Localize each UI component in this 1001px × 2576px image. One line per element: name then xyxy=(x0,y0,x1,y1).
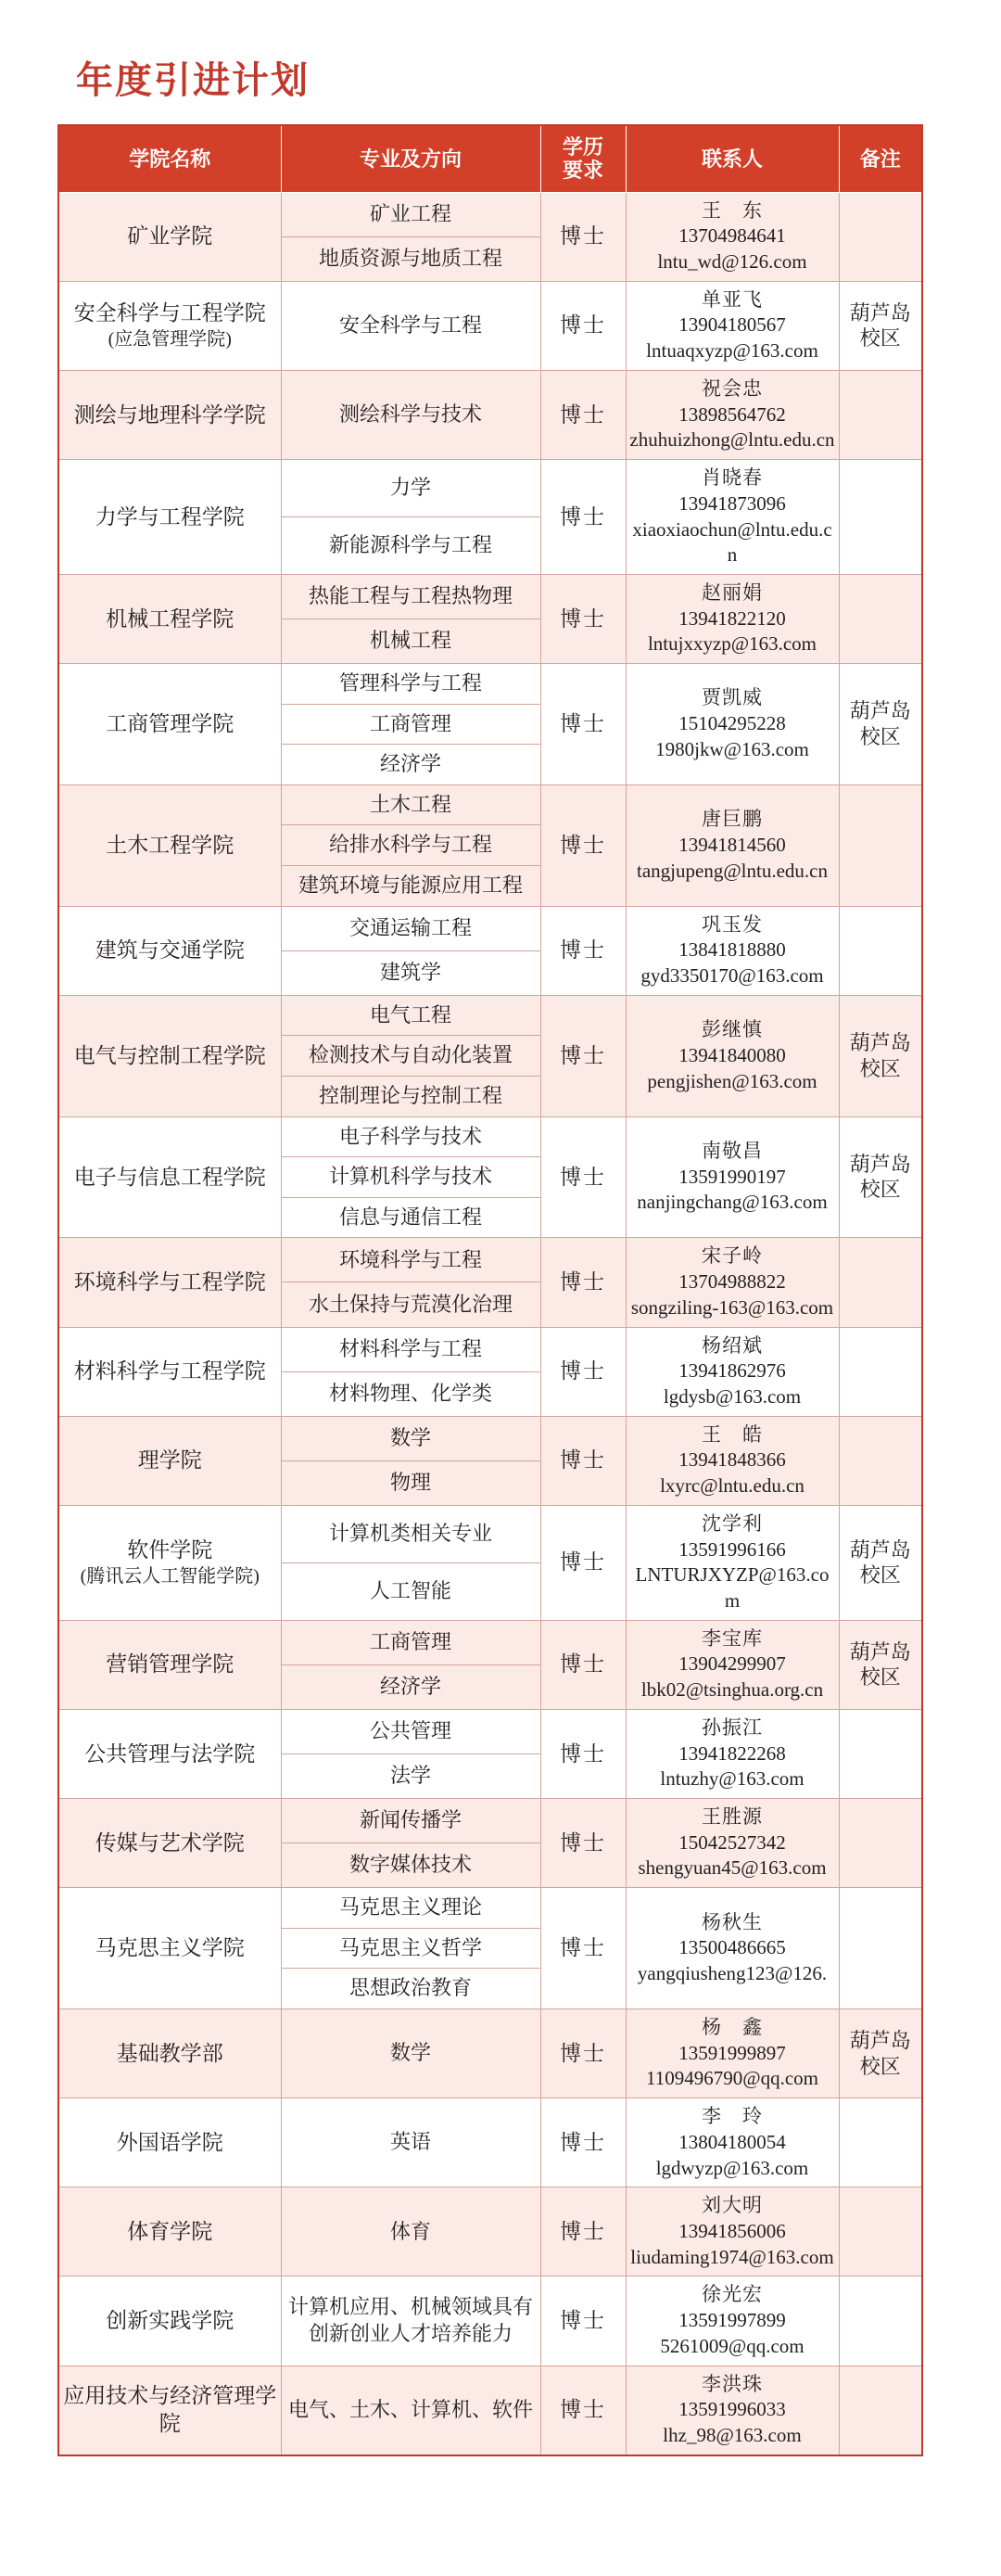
contact-name: 李洪珠 xyxy=(702,2372,763,2395)
contact-email: lntuzhy@163.com xyxy=(660,1767,805,1791)
header-degree xyxy=(540,125,626,192)
cell-degree: 博士 xyxy=(540,2366,626,2455)
cell-degree: 博士 xyxy=(540,2276,626,2366)
contact-name: 王 东 xyxy=(702,198,763,222)
cell-major: 物理 xyxy=(281,1460,540,1505)
college-name: 理学院 xyxy=(137,1448,202,1473)
cell-major: 数学 xyxy=(281,2009,540,2098)
table-row xyxy=(58,1799,922,1843)
contact-phone: 13591999897 xyxy=(678,2041,786,2064)
college-name: 机械工程学院 xyxy=(106,606,234,631)
college-name: 测绘与地理科学学院 xyxy=(73,402,266,427)
cell-major: 交通运输工程 xyxy=(281,906,540,950)
cell-college xyxy=(58,664,281,785)
cell-degree: 博士 xyxy=(540,784,626,906)
cell-major: 环境科学与工程 xyxy=(281,1238,540,1282)
table-row xyxy=(58,1238,922,1282)
cell-major: 土木工程 xyxy=(281,784,540,825)
cell-degree: 博士 xyxy=(540,2187,626,2276)
table-row xyxy=(58,1327,922,1371)
contact-phone: 13941822120 xyxy=(678,606,786,630)
college-name: 应用技术与经济管理学院 xyxy=(63,2384,277,2436)
contact-name: 沈学利 xyxy=(702,1511,763,1535)
contact-email: lntuaqxyzp@163.com xyxy=(646,339,818,363)
cell-degree: 博士 xyxy=(540,1327,626,1416)
cell-major: 马克思主义哲学 xyxy=(281,1928,540,1969)
cell-contact xyxy=(626,2098,839,2187)
cell-major: 地质资源与地质工程 xyxy=(281,236,540,281)
contact-name: 赵丽娟 xyxy=(702,580,763,604)
cell-college xyxy=(58,1416,281,1505)
cell-degree: 博士 xyxy=(540,1238,626,1327)
cell-college xyxy=(58,460,281,575)
contact-email: liudaming1974@163.com xyxy=(630,2245,834,2268)
recruitment-plan-table xyxy=(57,124,923,2456)
college-name: 环境科学与工程学院 xyxy=(73,1270,266,1294)
contact-email: pengjishen@163.com xyxy=(647,1069,817,1092)
table-row xyxy=(58,1888,922,1929)
table-body xyxy=(58,192,922,2455)
cell-college xyxy=(58,2366,281,2455)
cell-major: 电气、土木、计算机、软件 xyxy=(281,2366,540,2455)
cell-note: 葫芦岛校区 xyxy=(839,995,922,1116)
table-row xyxy=(58,1620,922,1664)
contact-name: 肖晓春 xyxy=(702,466,763,490)
cell-college xyxy=(58,995,281,1116)
table-row xyxy=(58,2009,922,2098)
cell-note xyxy=(839,574,922,663)
contact-email: yangqiusheng123@126. xyxy=(637,1961,828,1984)
college-subname: (腾讯云人工智能学院) xyxy=(80,1566,260,1588)
cell-major: 经济学 xyxy=(281,745,540,785)
cell-degree: 博士 xyxy=(540,192,626,281)
contact-email: 1109496790@qq.com xyxy=(646,2067,818,2090)
cell-major: 体育 xyxy=(281,2187,540,2276)
contact-name: 杨绍斌 xyxy=(702,1333,763,1357)
contact-name: 王 皓 xyxy=(702,1422,763,1446)
contact-name: 徐光宏 xyxy=(702,2283,763,2306)
contact-phone: 13941840080 xyxy=(678,1043,786,1066)
table-row xyxy=(58,995,922,1036)
cell-contact xyxy=(626,1799,839,1888)
cell-major: 给排水科学与工程 xyxy=(281,825,540,866)
college-name: 矿业学院 xyxy=(127,224,213,249)
contact-name: 唐巨鹏 xyxy=(702,808,763,831)
cell-contact xyxy=(626,574,839,663)
contact-email: lgdysb@163.com xyxy=(663,1384,802,1408)
table-row xyxy=(58,460,922,517)
contact-email: 5261009@qq.com xyxy=(660,2334,805,2357)
college-name: 土木工程学院 xyxy=(106,833,234,857)
contact-name: 南敬昌 xyxy=(702,1139,763,1162)
cell-major: 建筑学 xyxy=(281,950,540,995)
college-name: 外国语学院 xyxy=(116,2130,223,2154)
contact-name: 单亚飞 xyxy=(702,287,763,311)
table-row xyxy=(58,664,922,705)
cell-college xyxy=(58,784,281,906)
cell-note xyxy=(839,1888,922,2009)
contact-phone: 13941873096 xyxy=(678,491,786,515)
contact-phone: 13898564762 xyxy=(678,402,786,426)
cell-degree: 博士 xyxy=(540,1505,626,1620)
contact-phone: 13841818880 xyxy=(678,938,786,962)
cell-note xyxy=(839,1238,922,1327)
college-name: 力学与工程学院 xyxy=(95,504,245,529)
cell-contact xyxy=(626,1416,839,1505)
contact-name: 李 玲 xyxy=(702,2105,763,2128)
contact-email: lxyrc@lntu.edu.cn xyxy=(660,1474,805,1498)
table-row xyxy=(58,2276,922,2366)
contact-name: 李宝库 xyxy=(702,1626,763,1650)
cell-note xyxy=(839,192,922,281)
cell-degree: 博士 xyxy=(540,2009,626,2098)
contact-name: 刘大明 xyxy=(702,2194,763,2217)
cell-degree: 博士 xyxy=(540,281,626,370)
college-name: 建筑与交通学院 xyxy=(95,938,245,963)
cell-contact xyxy=(626,1620,839,1709)
contact-phone: 13904180567 xyxy=(678,313,786,337)
cell-major: 思想政治教育 xyxy=(281,1969,540,2009)
cell-note: 葫芦岛校区 xyxy=(839,664,922,785)
cell-degree: 博士 xyxy=(540,370,626,459)
cell-contact xyxy=(626,370,839,459)
cell-college xyxy=(58,192,281,281)
contact-email: shengyuan45@163.com xyxy=(638,1856,827,1880)
cell-major: 电子科学与技术 xyxy=(281,1116,540,1157)
cell-college xyxy=(58,370,281,459)
cell-major: 计算机应用、机械领域具有创新创业人才培养能力 xyxy=(281,2276,540,2366)
table-row xyxy=(58,2366,922,2455)
contact-email: nanjingchang@163.com xyxy=(637,1191,828,1214)
page-title: 年度引进计划 xyxy=(76,60,310,101)
cell-college xyxy=(58,1505,281,1620)
cell-note xyxy=(839,370,922,459)
cell-major: 数字媒体技术 xyxy=(281,1843,540,1888)
table-row xyxy=(58,1505,922,1562)
contact-phone: 15104295228 xyxy=(678,712,786,735)
cell-major: 信息与通信工程 xyxy=(281,1197,540,1238)
college-name: 软件学院 xyxy=(127,1538,213,1562)
contact-email: lbk02@tsinghua.org.cn xyxy=(640,1678,824,1702)
contact-phone: 13704984641 xyxy=(678,224,786,248)
college-name: 体育学院 xyxy=(127,2219,213,2243)
table-row xyxy=(58,1416,922,1460)
cell-note: 葫芦岛校区 xyxy=(839,1116,922,1238)
cell-note xyxy=(839,784,922,906)
contact-name: 宋子岭 xyxy=(702,1244,763,1268)
cell-major: 材料科学与工程 xyxy=(281,1327,540,1371)
cell-degree: 博士 xyxy=(540,1116,626,1238)
cell-college xyxy=(58,2276,281,2366)
cell-degree: 博士 xyxy=(540,1416,626,1505)
cell-college xyxy=(58,1327,281,1416)
cell-college xyxy=(58,574,281,663)
contact-phone: 13941856006 xyxy=(678,2220,786,2242)
cell-major: 公共管理 xyxy=(281,1709,540,1753)
contact-phone: 15042527342 xyxy=(678,1830,786,1854)
cell-college xyxy=(58,2187,281,2276)
cell-note xyxy=(839,1709,922,1798)
cell-major: 机械工程 xyxy=(281,619,540,664)
cell-note xyxy=(839,1327,922,1416)
cell-degree: 博士 xyxy=(540,574,626,663)
header-note: 备注 xyxy=(839,125,922,192)
cell-college xyxy=(58,1116,281,1238)
contact-email: lntujxxyzp@163.com xyxy=(647,632,817,656)
contact-email: LNTURJXYZP@163.com xyxy=(635,1563,830,1612)
college-name: 马克思主义学院 xyxy=(95,1936,245,1960)
cell-college xyxy=(58,1799,281,1888)
cell-major: 新闻传播学 xyxy=(281,1799,540,1843)
contact-phone: 13941862976 xyxy=(678,1359,786,1383)
contact-phone: 13941848366 xyxy=(678,1448,786,1472)
contact-email: zhuhuizhong@lntu.edu.cn xyxy=(629,428,835,452)
cell-contact xyxy=(626,460,839,575)
cell-contact xyxy=(626,2187,839,2276)
header-college: 学院名称 xyxy=(58,125,281,192)
contact-name: 杨 鑫 xyxy=(702,2015,763,2038)
contact-phone: 13500486665 xyxy=(678,1936,786,1959)
cell-college xyxy=(58,1888,281,2009)
cell-major: 安全科学与工程 xyxy=(281,281,540,370)
table-row xyxy=(58,784,922,825)
cell-note xyxy=(839,2098,922,2187)
cell-contact xyxy=(626,192,839,281)
cell-degree: 博士 xyxy=(540,2098,626,2187)
cell-degree: 博士 xyxy=(540,460,626,575)
college-name: 创新实践学院 xyxy=(106,2309,234,2333)
header-contact: 联系人 xyxy=(626,125,839,192)
cell-college xyxy=(58,1238,281,1327)
cell-note: 葫芦岛校区 xyxy=(839,1620,922,1709)
cell-note: 葫芦岛校区 xyxy=(839,1505,922,1620)
table-row xyxy=(58,370,922,459)
contact-email: tangjupeng@lntu.edu.cn xyxy=(637,859,828,882)
contact-email: 1980jkw@163.com xyxy=(655,737,809,760)
table-row xyxy=(58,1116,922,1157)
cell-major: 计算机科学与技术 xyxy=(281,1157,540,1198)
contact-email: lgdwyzp@163.com xyxy=(655,2156,809,2179)
cell-major: 人工智能 xyxy=(281,1562,540,1620)
header-degree-line1: 学历 xyxy=(562,135,603,159)
contact-phone: 13591996166 xyxy=(678,1537,786,1561)
cell-contact xyxy=(626,1116,839,1238)
contact-name: 王胜源 xyxy=(702,1805,763,1829)
table-row xyxy=(58,2187,922,2276)
college-name: 工商管理学院 xyxy=(106,712,234,736)
college-name: 基础教学部 xyxy=(116,2041,223,2065)
contact-phone: 13591997899 xyxy=(678,2309,786,2332)
cell-contact xyxy=(626,281,839,370)
cell-major: 建筑环境与能源应用工程 xyxy=(281,866,540,907)
cell-note xyxy=(839,2366,922,2455)
contact-phone: 13904299907 xyxy=(678,1652,786,1676)
contact-phone: 13804180054 xyxy=(678,2130,786,2153)
cell-major: 英语 xyxy=(281,2098,540,2187)
cell-contact xyxy=(626,664,839,785)
header-major: 专业及方向 xyxy=(281,125,540,192)
contact-name: 彭继慎 xyxy=(702,1018,763,1041)
contact-phone: 13704988822 xyxy=(678,1270,786,1294)
cell-college xyxy=(58,1709,281,1798)
college-name: 电气与控制工程学院 xyxy=(73,1043,266,1067)
cell-major: 管理科学与工程 xyxy=(281,664,540,705)
college-name: 公共管理与法学院 xyxy=(84,1741,256,1766)
cell-major: 控制理论与控制工程 xyxy=(281,1077,540,1117)
cell-note xyxy=(839,906,922,995)
cell-major: 力学 xyxy=(281,460,540,517)
cell-contact xyxy=(626,1888,839,2009)
cell-major: 法学 xyxy=(281,1753,540,1798)
cell-college xyxy=(58,2009,281,2098)
college-name: 电子与信息工程学院 xyxy=(73,1165,266,1189)
cell-degree: 博士 xyxy=(540,664,626,785)
cell-major: 经济学 xyxy=(281,1664,540,1709)
college-name: 营销管理学院 xyxy=(106,1652,234,1677)
college-name: 材料科学与工程学院 xyxy=(73,1359,266,1384)
cell-major: 计算机类相关专业 xyxy=(281,1505,540,1562)
cell-major: 电气工程 xyxy=(281,995,540,1036)
cell-major: 新能源科学与工程 xyxy=(281,517,540,575)
cell-note: 葫芦岛校区 xyxy=(839,281,922,370)
header-degree-line2: 要求 xyxy=(562,159,603,183)
cell-major: 矿业工程 xyxy=(281,192,540,236)
cell-college xyxy=(58,906,281,995)
cell-college xyxy=(58,2098,281,2187)
cell-major: 水土保持与荒漠化治理 xyxy=(281,1282,540,1327)
cell-major: 工商管理 xyxy=(281,1620,540,1664)
contact-email: lhz_98@163.com xyxy=(663,2424,802,2447)
cell-major: 马克思主义理论 xyxy=(281,1888,540,1929)
contact-name: 贾凯威 xyxy=(702,686,763,709)
contact-phone: 13941822268 xyxy=(678,1741,786,1765)
contact-email: songziling-163@163.com xyxy=(630,1295,834,1319)
cell-note xyxy=(839,2187,922,2276)
cell-note xyxy=(839,2276,922,2366)
table-row xyxy=(58,1709,922,1753)
contact-name: 杨秋生 xyxy=(702,1910,763,1933)
cell-degree: 博士 xyxy=(540,1709,626,1798)
cell-major: 热能工程与工程热物理 xyxy=(281,574,540,618)
cell-contact xyxy=(626,2276,839,2366)
contact-email: lntu_wd@126.com xyxy=(657,250,807,274)
table-row xyxy=(58,906,922,950)
table-row xyxy=(58,192,922,236)
cell-degree: 博士 xyxy=(540,995,626,1116)
table-header xyxy=(58,125,922,192)
table-row xyxy=(58,2098,922,2187)
header-row xyxy=(58,125,922,192)
cell-contact xyxy=(626,1238,839,1327)
cell-contact xyxy=(626,995,839,1116)
cell-note xyxy=(839,1416,922,1505)
contact-name: 祝会忠 xyxy=(702,376,763,400)
table-row xyxy=(58,574,922,618)
contact-email: gyd3350170@163.com xyxy=(640,964,824,988)
cell-degree: 博士 xyxy=(540,1620,626,1709)
cell-contact xyxy=(626,1505,839,1620)
cell-major: 材料物理、化学类 xyxy=(281,1371,540,1416)
contact-name: 巩玉发 xyxy=(702,912,763,936)
cell-contact xyxy=(626,784,839,906)
cell-contact xyxy=(626,2009,839,2098)
cell-degree: 博士 xyxy=(540,1799,626,1888)
contact-phone: 13941814560 xyxy=(678,833,786,856)
cell-major: 工商管理 xyxy=(281,704,540,745)
cell-degree: 博士 xyxy=(540,906,626,995)
cell-note xyxy=(839,460,922,575)
cell-contact xyxy=(626,1327,839,1416)
contact-email: xiaoxiaochun@lntu.edu.cn xyxy=(632,517,832,567)
cell-degree: 博士 xyxy=(540,1888,626,2009)
cell-contact xyxy=(626,2366,839,2455)
college-subname: (应急管理学院) xyxy=(108,329,232,351)
contact-phone: 13591996033 xyxy=(678,2398,786,2421)
cell-contact xyxy=(626,1709,839,1798)
cell-major: 数学 xyxy=(281,1416,540,1460)
cell-note xyxy=(839,1799,922,1888)
cell-college xyxy=(58,281,281,370)
cell-contact xyxy=(626,906,839,995)
contact-phone: 13591990197 xyxy=(678,1165,786,1188)
college-name: 传媒与艺术学院 xyxy=(95,1830,245,1855)
cell-college xyxy=(58,1620,281,1709)
contact-name: 孙振江 xyxy=(702,1715,763,1739)
cell-major: 检测技术与自动化装置 xyxy=(281,1036,540,1077)
table-row xyxy=(58,281,922,370)
cell-note: 葫芦岛校区 xyxy=(839,2009,922,2098)
cell-major: 测绘科学与技术 xyxy=(281,370,540,459)
college-name: 安全科学与工程学院 xyxy=(73,301,266,325)
